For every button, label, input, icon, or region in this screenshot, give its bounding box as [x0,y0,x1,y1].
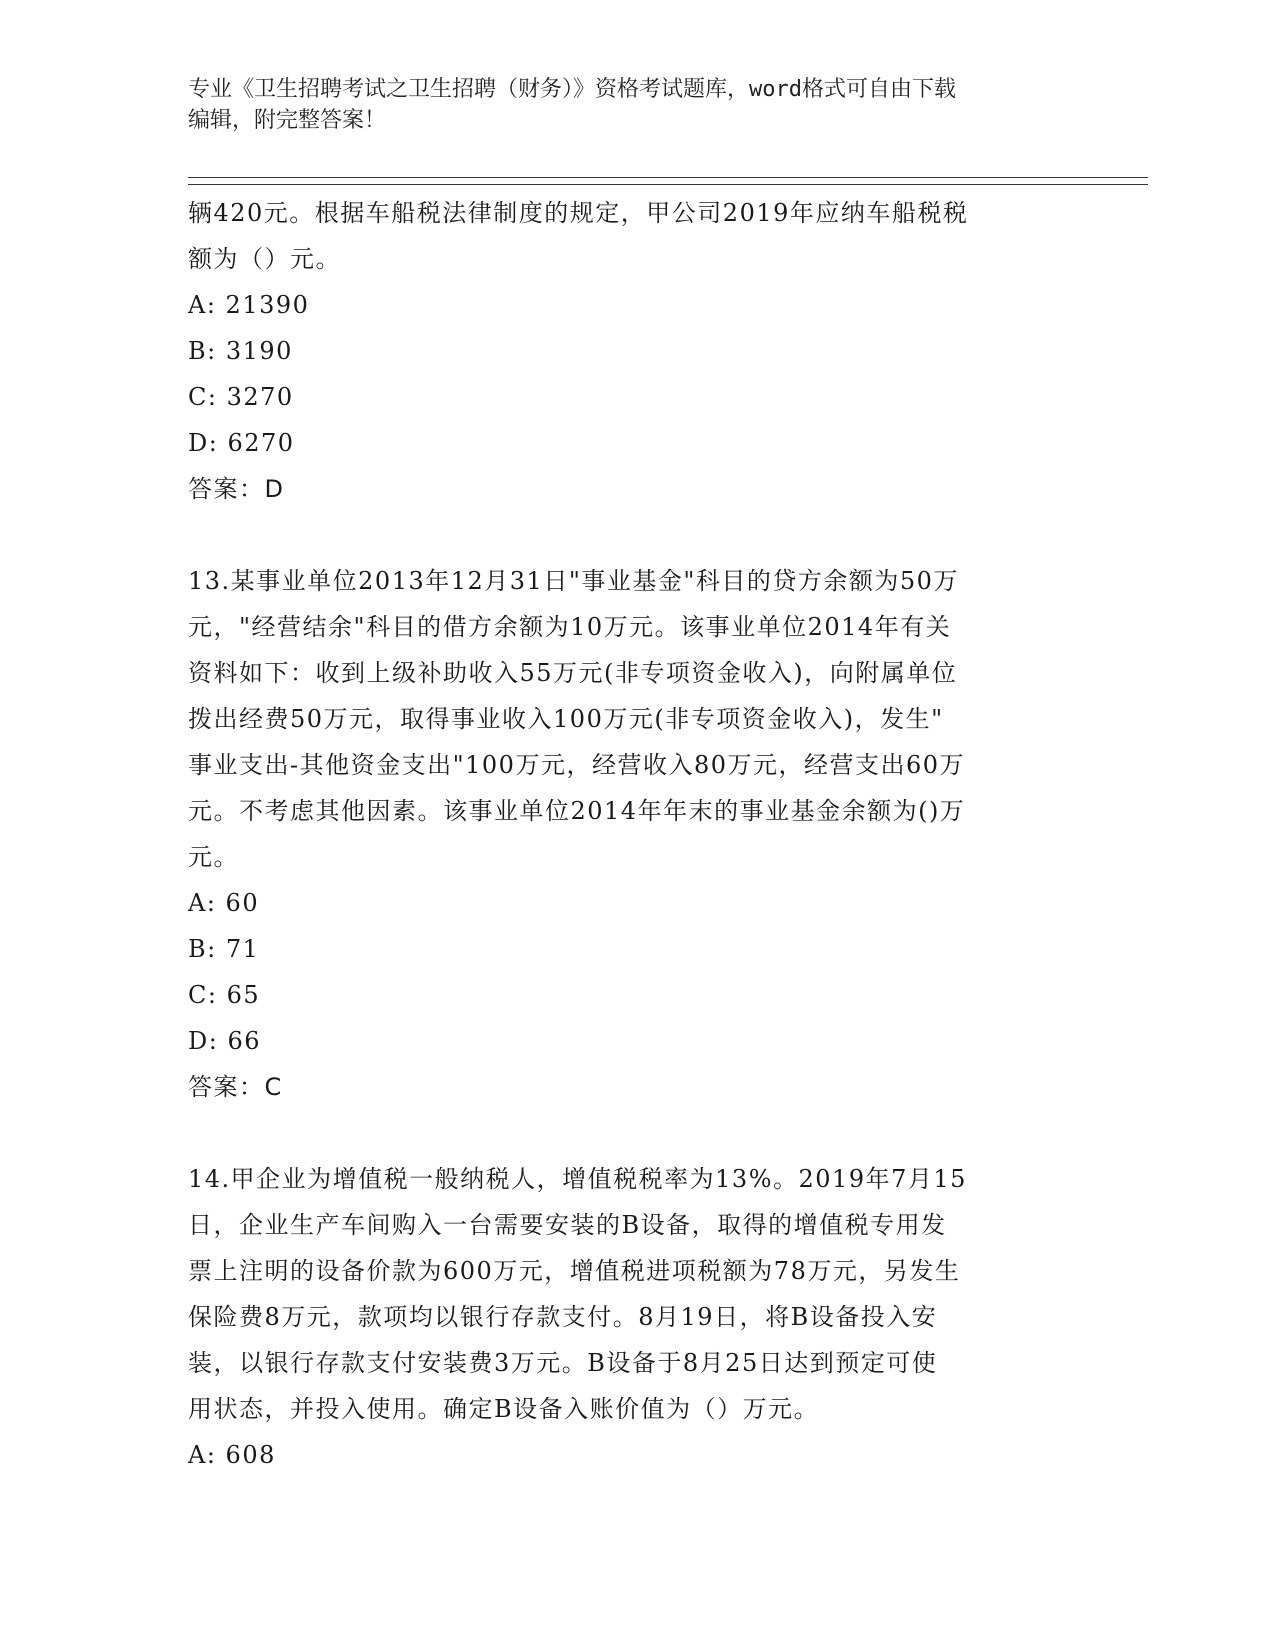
option-c: C: 65 [188,981,261,1009]
question-12 [188,190,1088,512]
option-b: B: 3190 [188,337,293,365]
question-14 [188,1156,1088,1478]
question-stem-line: 票上注明的设备价款为600万元，增值税进项税额为78万元，另发生 [188,1257,961,1285]
option-b: B: 71 [188,935,260,963]
question-13 [188,558,1088,1110]
answer: 答案：D [188,475,285,503]
header-rule-top [188,177,1148,178]
header-rule-bottom [188,184,1148,185]
option-a: A: 21390 [188,291,310,319]
document-body [188,190,1088,1478]
answer: 答案：C [188,1073,283,1101]
option-d: D: 66 [188,1027,261,1055]
option-a: A: 608 [188,1441,276,1469]
question-stem-line: 额为（）元。 [188,245,341,273]
option-a: A: 60 [188,889,260,917]
header-line-2: 编辑，附完整答案！ [188,108,387,133]
question-stem-line: 14.甲企业为增值税一般纳税人，增值税税率为13%。2019年7月15 [188,1165,967,1193]
option-c: C: 3270 [188,383,294,411]
question-stem-line: 元。不考虑其他因素。该事业单位2014年年末的事业基金余额为()万 [188,797,966,825]
header-line-1: 专业《卫生招聘考试之卫生招聘（财务）》资格考试题库，word格式可自由下载 [188,77,956,102]
spacer [188,512,1088,558]
question-stem-line: 辆420元。根据车船税法律制度的规定，甲公司2019年应纳车船税税 [188,199,969,227]
question-stem-line: 元，"经营结余"科目的借方余额为10万元。该事业单位2014年有关 [188,613,952,641]
spacer [188,1110,1088,1156]
document-header [188,74,1088,136]
question-stem-line: 保险费8万元，款项均以银行存款支付。8月19日，将B设备投入安 [188,1303,938,1331]
question-stem-line: 装，以银行存款支付安装费3万元。B设备于8月25日达到预定可使 [188,1349,938,1377]
question-stem-line: 元。 [188,843,239,871]
question-stem-line: 13.某事业单位2013年12月31日"事业基金"科目的贷方余额为50万 [188,567,959,595]
option-d: D: 6270 [188,429,295,457]
question-stem-line: 事业支出-其他资金支出"100万元，经营收入80万元，经营支出60万 [188,751,966,779]
question-stem-line: 拨出经费50万元，取得事业收入100万元(非专项资金收入)，发生" [188,705,944,733]
question-stem-line: 用状态，并投入使用。确定B设备入账价值为（）万元。 [188,1395,820,1423]
question-stem-line: 日，企业生产车间购入一台需要安装的B设备，取得的增值税专用发 [188,1211,947,1239]
question-stem-line: 资料如下：收到上级补助收入55万元(非专项资金收入)，向附属单位 [188,659,958,687]
